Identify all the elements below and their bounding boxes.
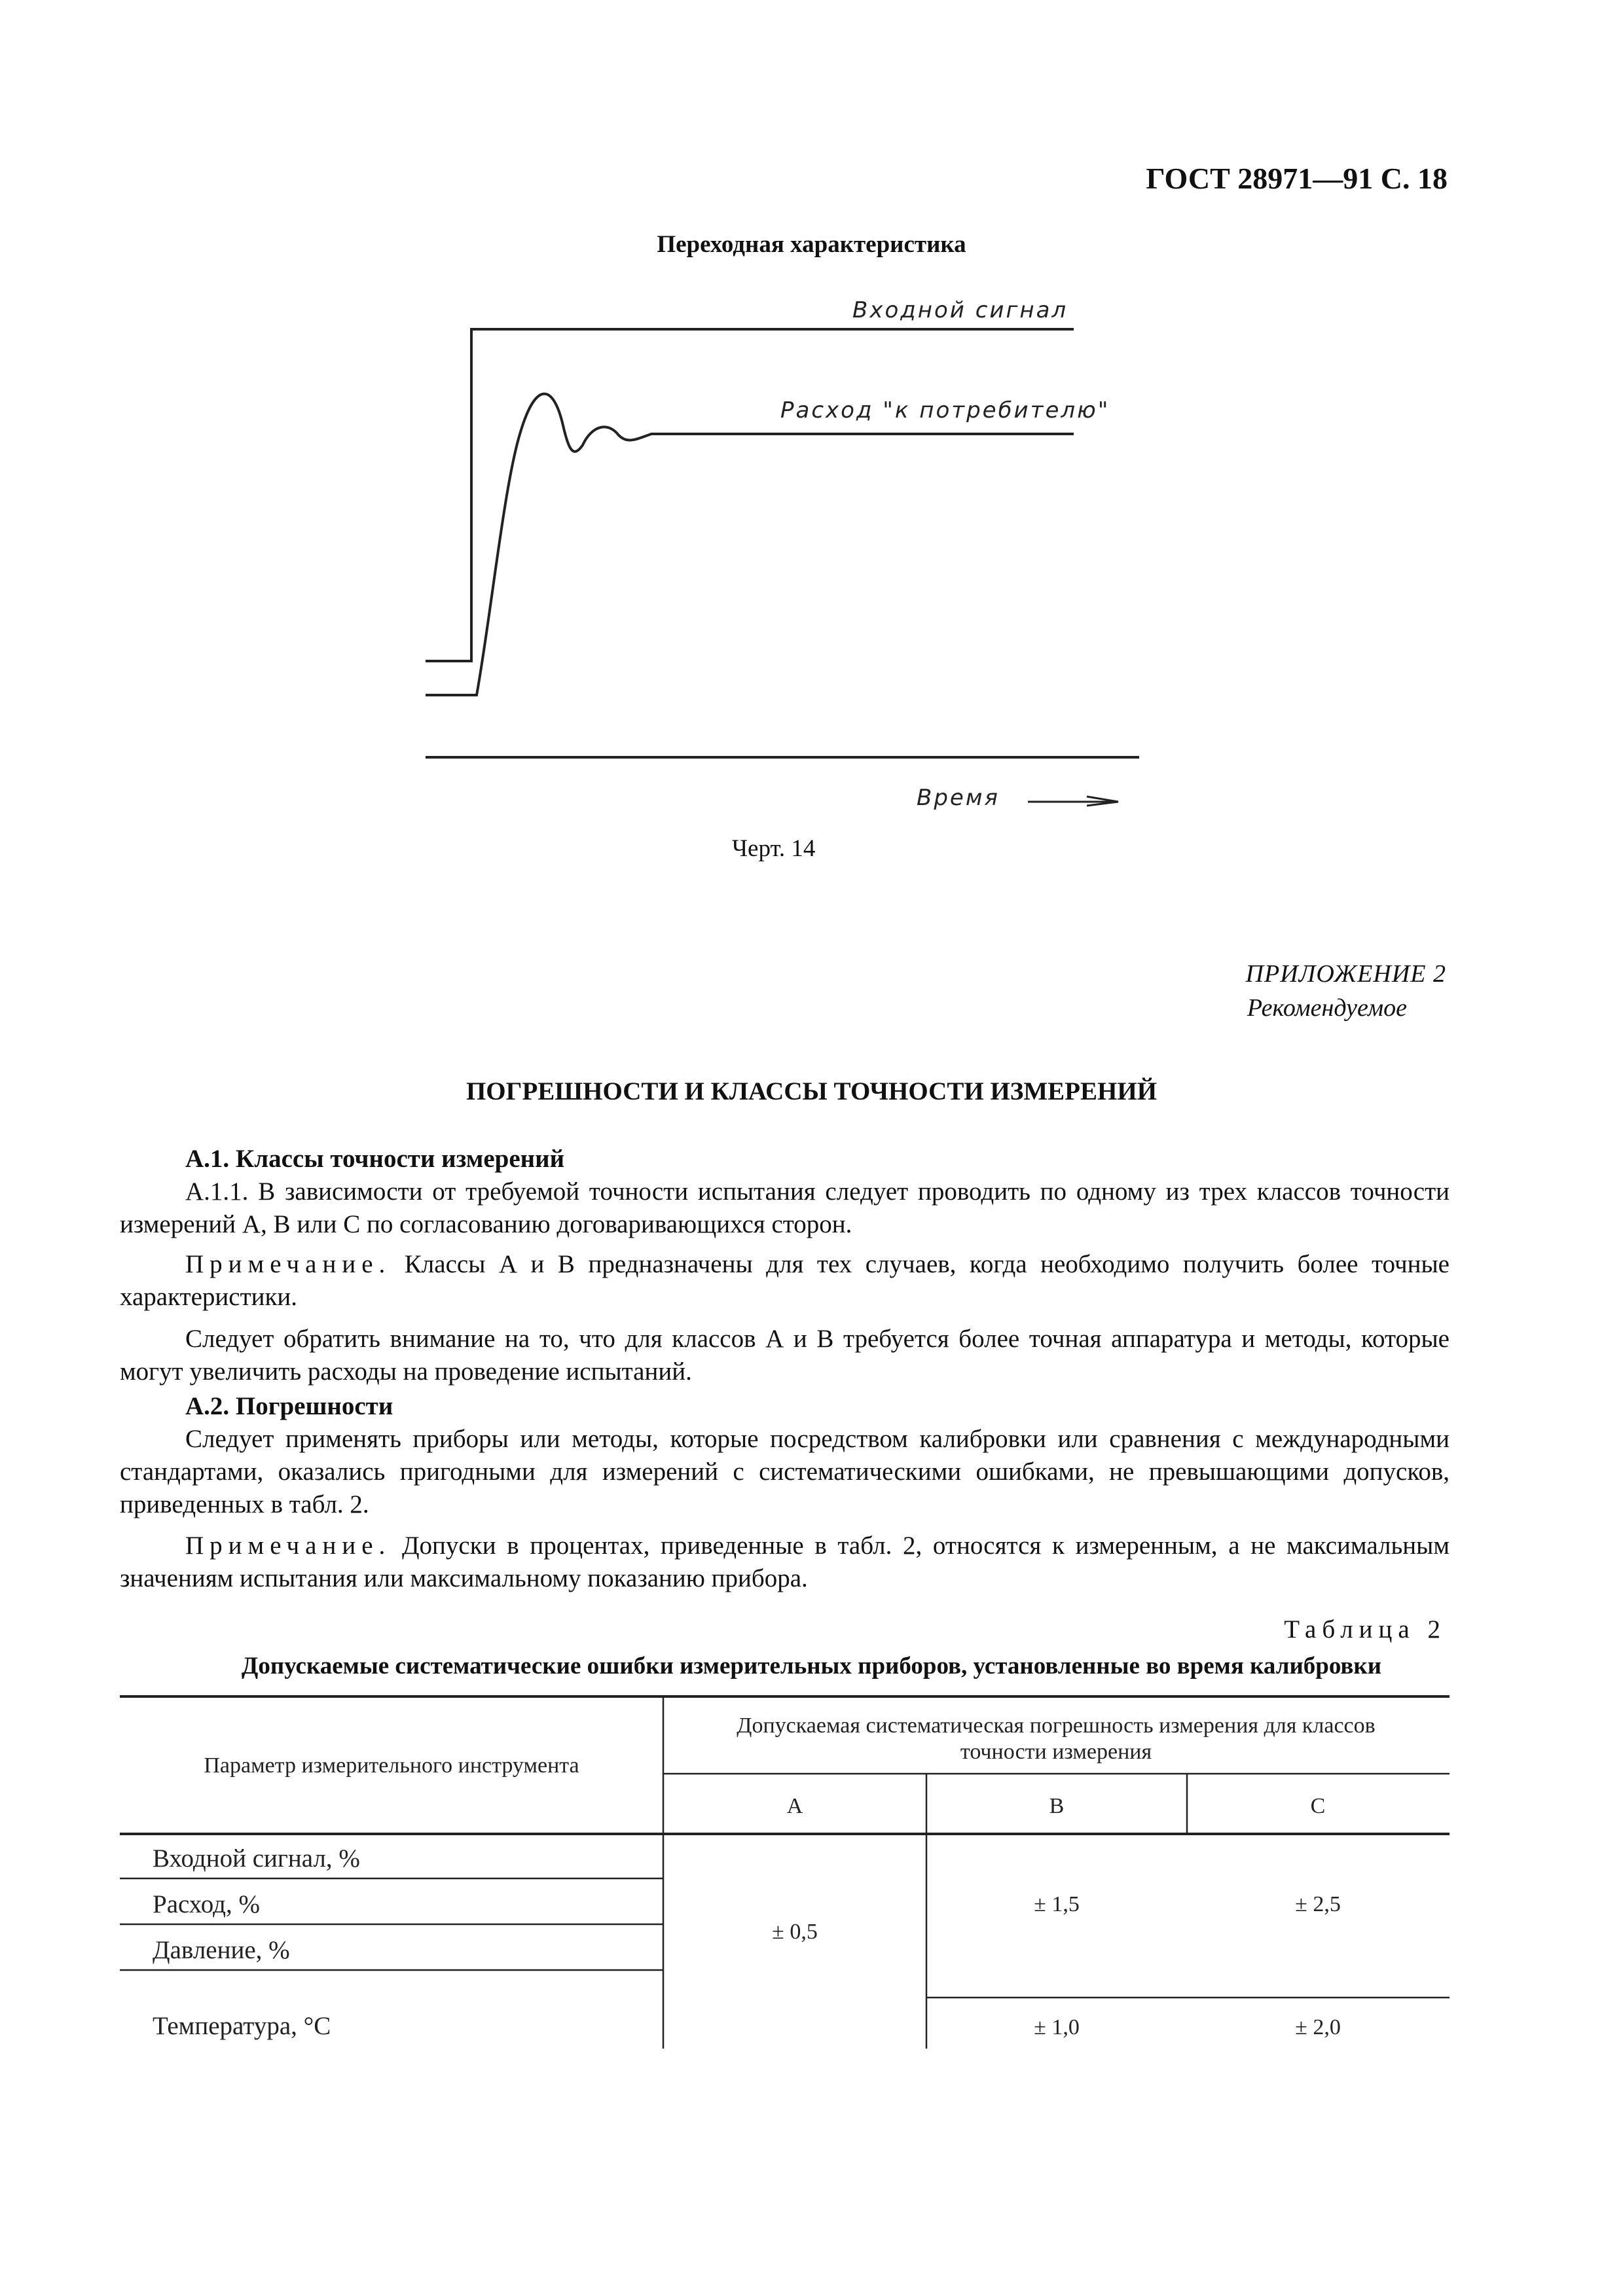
section-title: ПОГРЕШНОСТИ И КЛАССЫ ТОЧНОСТИ ИЗМЕРЕНИЙ [465,1077,1158,1105]
attention-paragraph: Следует обратить внимание на то, что для классов А и В требуется более точная аппаратура и методы, которые могут увеличить расходы на проведение испытаний. [120,1325,1450,1386]
value-b-main: ± 1,5 [1034,1892,1080,1916]
a1-heading: А.1. Классы точности измерений [185,1145,565,1173]
figure-caption: Черт. 14 [732,835,816,862]
table-title: Допускаемые систематические ошибки измерительных приборов, установленные во время калибровки [241,1653,1382,1679]
time-label: Время [917,785,1000,811]
a11-paragraph: А.1.1. В зависимости от требуемой точности испытания следует проводить по одному из трех классов точности измерений А, В или С по согласованию договаривающихся сторон. [120,1177,1450,1238]
flow-response-curve [426,394,1074,695]
value-b-temp: ± 1,0 [1034,2015,1080,2039]
a2-paragraph: Следует применять приборы или методы, которые посредством калибровки или сравнения с международными стандартами, оказались пригодными для измерений с систематическими ошибками, не превышающими допусков, приведенных в табл. 2. [120,1425,1450,1518]
note-1-label: Примечание. [185,1250,392,1278]
a2-heading: А.2. Погрешности [185,1392,393,1420]
row-input-signal: Входной сигнал, % [153,1844,360,1873]
class-b-header: В [1049,1794,1065,1818]
table-number: Таблица 2 [1284,1615,1446,1643]
value-a: ± 0,5 [772,1920,818,1944]
class-c-header: С [1310,1794,1326,1818]
tolerance-table [120,1695,1450,2062]
note-1 [120,1248,1450,1314]
col-param-header: Параметр измерительного инструмента [204,1753,579,1778]
flow-label: Расход "к потребителю" [780,397,1110,423]
appendix-status: Рекомендуемое [1247,994,1407,1022]
col-group-header-1: Допускаемая систематическая погрешность измерения для классов [737,1713,1376,1738]
col-group-header-2: точности измерения [960,1740,1152,1764]
input-signal-line [426,329,1074,661]
input-signal-label: Входной сигнал [852,297,1068,323]
row-temperature: Температура, °С [153,2012,331,2040]
note-2-text: Допуски в процентах, приведенные в табл. 2, относятся к измеренным, а не максимальным значениям испытания или максимальному показанию прибора. [120,1532,1450,1592]
note-2 [120,1530,1450,1595]
note-2-label: Примечание. [185,1532,392,1560]
row-pressure: Давление, % [153,1936,290,1964]
class-a-header: А [786,1794,803,1818]
note-1-text: Классы А и В предназначены для тех случаев, когда необходимо получить более точные характеристики. [120,1250,1450,1311]
appendix-label: ПРИЛОЖЕНИЕ 2 [1245,960,1446,988]
value-c-main: ± 2,5 [1295,1892,1341,1916]
value-c-temp: ± 2,0 [1295,2015,1341,2039]
page-header: ГОСТ 28971—91 С. 18 [1146,162,1448,195]
figure-title: Переходная характеристика [657,231,966,258]
row-flow: Расход, % [153,1890,261,1918]
